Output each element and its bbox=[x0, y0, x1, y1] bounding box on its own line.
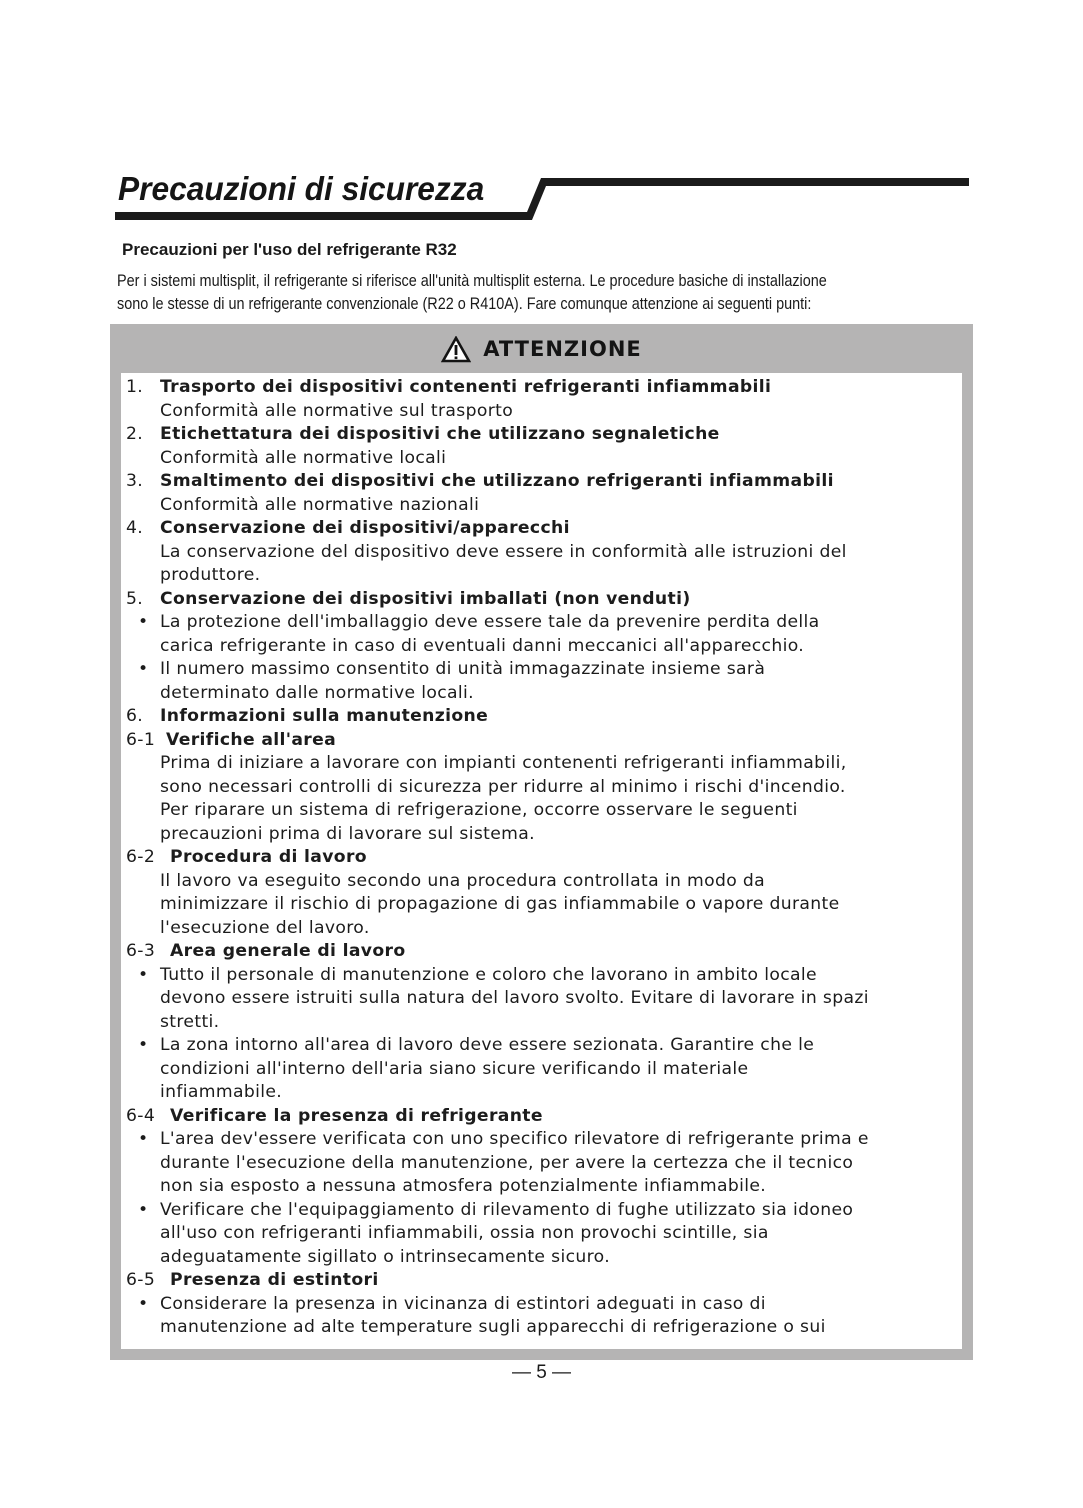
bullet-item bbox=[126, 658, 962, 682]
bullet-icon: • bbox=[138, 1129, 149, 1149]
subsection-heading bbox=[126, 940, 962, 964]
item-number: 3. bbox=[126, 471, 144, 491]
bullet-item-continuation bbox=[126, 1316, 962, 1340]
subsection-title: Verificare la presenza di refrigerante bbox=[170, 1105, 543, 1126]
bullet-line: Verificare che l'equipaggiamento di rilevamento di fughe utilizzato sia idoneo bbox=[160, 1199, 854, 1220]
subsection-heading bbox=[126, 1105, 962, 1129]
bullet-item bbox=[126, 611, 962, 635]
list-item-heading bbox=[126, 376, 962, 400]
item-number: 2. bbox=[126, 424, 144, 444]
bullet-line: non sia esposto a nessuna atmosfera potenzialmente infiammabile. bbox=[160, 1176, 767, 1196]
bullet-line: determinato dalle normative locali. bbox=[160, 682, 474, 703]
bullet-icon: • bbox=[138, 1035, 149, 1055]
subsection-number: 6-4 bbox=[126, 1105, 156, 1126]
bullet-line: manutenzione ad alte temperature sugli apparecchi di refrigerazione o sui bbox=[160, 1317, 826, 1337]
page-number: — 5 — bbox=[511, 1362, 572, 1383]
list-item-heading bbox=[126, 588, 962, 612]
item-line: Conformità alle normative locali bbox=[160, 447, 447, 468]
subsection-number: 6-2 bbox=[126, 847, 156, 867]
bullet-line: stretti. bbox=[160, 1011, 220, 1032]
list-item-text bbox=[126, 447, 962, 471]
intro-line: sono le stesse di un refrigerante convenzionale (R22 o R410A). Fare comunque attenzione ai seguenti punti: bbox=[117, 295, 812, 313]
item-title: Conservazione dei dispositivi imballati (non venduti) bbox=[160, 588, 691, 609]
list-item-heading bbox=[126, 705, 962, 729]
item-title: Smaltimento dei dispositivi che utilizzano refrigeranti infiammabili bbox=[160, 471, 834, 491]
item-line: La conservazione del dispositivo deve essere in conformità alle istruzioni del bbox=[160, 541, 847, 562]
page-title: Precauzioni di sicurezza bbox=[118, 170, 485, 207]
list-item-text bbox=[126, 541, 962, 565]
warning-triangle-icon bbox=[441, 336, 471, 363]
section-subheading: Precauzioni per l'uso del refrigerante R32 bbox=[122, 240, 457, 259]
subsection-text bbox=[126, 823, 962, 847]
subsection-text bbox=[126, 752, 962, 776]
subsection-text bbox=[126, 893, 962, 917]
warning-box bbox=[110, 324, 973, 1360]
subsection-line: Prima di iniziare a lavorare con impianti contenenti refrigeranti infiammabili, bbox=[160, 753, 847, 773]
item-number: 5. bbox=[126, 588, 144, 609]
bullet-icon: • bbox=[138, 964, 149, 985]
bullet-line: devono essere istruiti sulla natura del lavoro svolto. Evitare di lavorare in spazi bbox=[160, 988, 869, 1008]
subsection-line: Il lavoro va eseguito secondo una procedura controllata in modo da bbox=[160, 870, 766, 891]
subsection-text bbox=[126, 776, 962, 800]
bullet-icon: • bbox=[138, 1293, 149, 1314]
item-number: 4. bbox=[126, 518, 144, 538]
subsection-title: Area generale di lavoro bbox=[170, 941, 406, 961]
warning-header bbox=[110, 324, 973, 373]
subsection-text bbox=[126, 917, 962, 941]
bullet-item-continuation bbox=[126, 1152, 962, 1176]
bullet-item-continuation bbox=[126, 1175, 962, 1199]
bullet-line: infiammabile. bbox=[160, 1082, 283, 1102]
bullet-line: Considerare la presenza in vicinanza di estintori adeguati in caso di bbox=[160, 1293, 766, 1314]
bullet-icon: • bbox=[138, 659, 149, 679]
subsection-number: 6-5 bbox=[126, 1270, 156, 1290]
list-item-heading bbox=[126, 470, 962, 494]
subsection-line: precauzioni prima di lavorare sul sistema. bbox=[160, 823, 535, 844]
warning-label: ATTENZIONE bbox=[483, 336, 642, 361]
bullet-icon: • bbox=[138, 1199, 149, 1220]
bullet-line: La protezione dell'imballaggio deve essere tale da prevenire perdita della bbox=[160, 612, 820, 632]
bullet-icon: • bbox=[138, 612, 149, 632]
bullet-line: carica refrigerante in caso di eventuali danni meccanici all'apparecchio. bbox=[160, 635, 805, 656]
subsection-heading bbox=[126, 846, 962, 870]
bullet-line: adeguatamente sigillato o intrinsecamente sicuro. bbox=[160, 1246, 611, 1267]
item-line: produttore. bbox=[160, 565, 261, 585]
subsection-title: Procedura di lavoro bbox=[170, 847, 367, 867]
bullet-item bbox=[126, 1128, 962, 1152]
bullet-item-continuation bbox=[126, 682, 962, 706]
bullet-item-continuation bbox=[126, 1246, 962, 1270]
bullet-line: L'area dev'essere verificata con uno specifico rilevatore di refrigerante prima e bbox=[160, 1129, 869, 1149]
list-item-text bbox=[126, 564, 962, 588]
subsection-heading bbox=[126, 1269, 962, 1293]
subsection-number: 6-3 bbox=[126, 941, 156, 961]
subsection-title: Verifiche all'area bbox=[166, 729, 337, 750]
bullet-item-continuation bbox=[126, 635, 962, 659]
item-line: Conformità alle normative nazionali bbox=[160, 494, 480, 515]
subsection-text bbox=[126, 799, 962, 823]
bullet-item bbox=[126, 1199, 962, 1223]
intro-line: Per i sistemi multisplit, il refrigerante si riferisce all'unità multisplit esterna. Le procedure basiche di installazione bbox=[117, 272, 827, 290]
subsection-line: minimizzare il rischio di propagazione di gas infiammabile o vapore durante bbox=[160, 894, 840, 914]
item-title: Informazioni sulla manutenzione bbox=[160, 706, 489, 726]
list-item-heading bbox=[126, 423, 962, 447]
bullet-item-continuation bbox=[126, 1222, 962, 1246]
bullet-item-continuation bbox=[126, 1081, 962, 1105]
subsection-line: Per riparare un sistema di refrigerazione, occorre osservare le seguenti bbox=[160, 800, 798, 820]
item-line: Conformità alle normative sul trasporto bbox=[160, 400, 514, 421]
bullet-line: condizioni all'interno dell'aria siano sicure verificando il materiale bbox=[160, 1058, 749, 1079]
item-number: 1. bbox=[126, 377, 144, 397]
bullet-item-continuation bbox=[126, 1058, 962, 1082]
subsection-text bbox=[126, 870, 962, 894]
bullet-item bbox=[126, 1293, 962, 1317]
intro-paragraph bbox=[117, 270, 979, 316]
bullet-line: Il numero massimo consentito di unità immagazzinate insieme sarà bbox=[160, 659, 766, 679]
bullet-line: La zona intorno all'area di lavoro deve essere sezionata. Garantire che le bbox=[160, 1035, 815, 1055]
bullet-item bbox=[126, 1034, 962, 1058]
section-title-block bbox=[115, 166, 970, 224]
subsection-line: sono necessari controlli di sicurezza per ridurre al minimo i rischi d'incendio. bbox=[160, 776, 846, 797]
subsection-title: Presenza di estintori bbox=[170, 1270, 379, 1290]
bullet-item-continuation bbox=[126, 1011, 962, 1035]
item-number: 6. bbox=[126, 706, 144, 726]
bullet-item bbox=[126, 964, 962, 988]
item-title: Trasporto dei dispositivi contenenti refrigeranti infiammabili bbox=[160, 377, 772, 397]
bullet-line: all'uso con refrigeranti infiammabili, ossia non provochi scintille, sia bbox=[160, 1223, 769, 1243]
item-title: Etichettatura dei dispositivi che utilizzano segnaletiche bbox=[160, 424, 720, 444]
subsection-line: l'esecuzione del lavoro. bbox=[160, 917, 370, 938]
bullet-line: Tutto il personale di manutenzione e coloro che lavorano in ambito locale bbox=[160, 964, 817, 985]
bullet-item-continuation bbox=[126, 987, 962, 1011]
list-item-heading bbox=[126, 517, 962, 541]
warning-content bbox=[126, 376, 962, 1340]
list-item-text bbox=[126, 494, 962, 518]
bullet-line: durante l'esecuzione della manutenzione, per avere la certezza che il tecnico bbox=[160, 1152, 854, 1173]
list-item-text bbox=[126, 400, 962, 424]
subsection-heading bbox=[126, 729, 962, 753]
item-title: Conservazione dei dispositivi/apparecchi bbox=[160, 518, 570, 538]
subsection-number: 6-1 bbox=[126, 729, 156, 750]
warning-body bbox=[121, 373, 962, 1349]
